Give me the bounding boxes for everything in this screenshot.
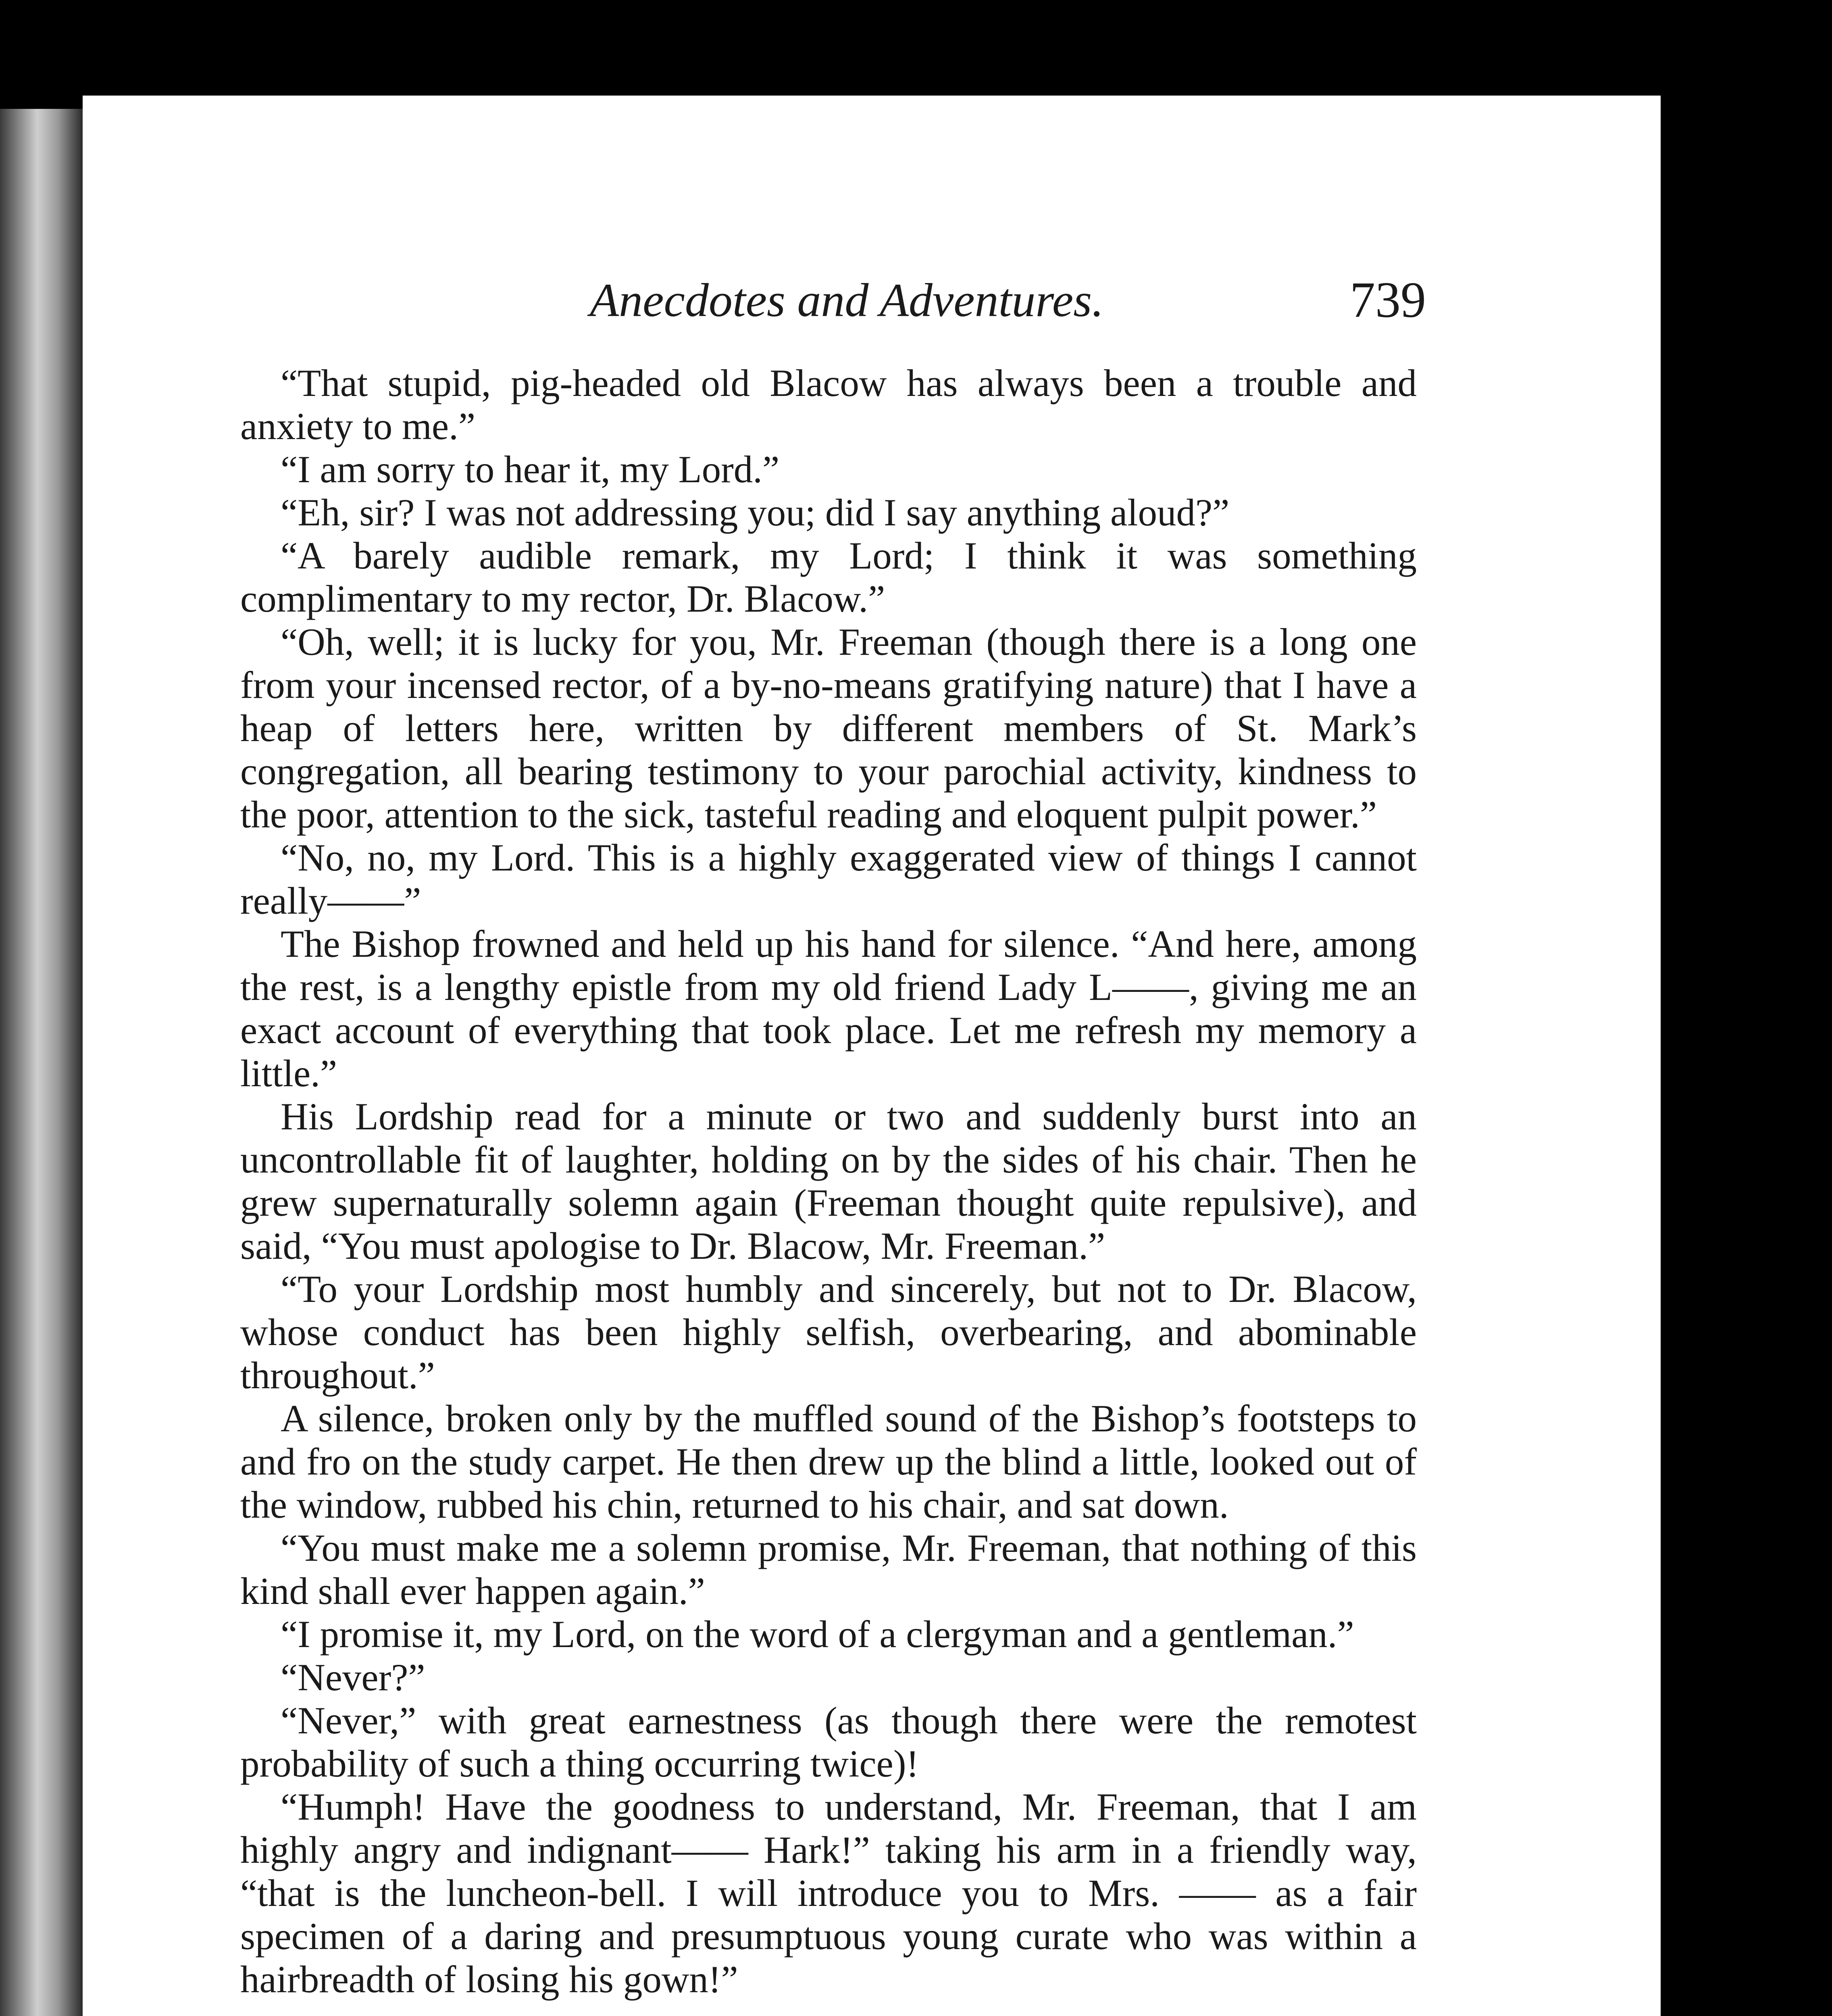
paragraph: A silence, broken only by the muffled sound of the Bishop’s footsteps to and fro on the study carpet. He then drew up the blind a little, looked out of the window, rubbed his chin, returned to his chair, and sat down.	[240, 1397, 1417, 1526]
page-number: 739	[1350, 272, 1426, 328]
paragraph: His Lordship read for a minute or two and suddenly burst into an uncontrollable fit of laughter, holding on by the sides of his chair. Then he grew supernaturally solemn again (Freeman thought quite repulsive), and said, “You must apologise to Dr. Blacow, Mr. Freeman.”	[240, 1095, 1417, 1267]
paragraph: “Eh, sir? I was not addressing you; did I say anything aloud?”	[281, 491, 1230, 534]
body-text	[240, 362, 1417, 2001]
page-header	[83, 273, 1661, 337]
paragraph: “Never,” with great earnestness (as though there were the remotest probability of such a thing occurring twice)!	[240, 1699, 1417, 1785]
paragraph: “Humph! Have the goodness to understand, Mr. Freeman, that I am highly angry and indignant—— Hark!” taking his arm in a friendly way, “that is the luncheon-bell. I will introduce you to Mrs. —— as a fair specimen of a daring and presumptuous young curate who was within a hairbreadth of losing his gown!”	[240, 1785, 1417, 2001]
paragraph: “To your Lordship most humbly and sincerely, but not to Dr. Blacow, whose conduct has been highly selfish, overbearing, and abominable throughout.”	[240, 1268, 1417, 1397]
paragraph: “I am sorry to hear it, my Lord.”	[281, 448, 780, 491]
paragraph: The Bishop frowned and held up his hand for silence. “And here, among the rest, is a lengthy epistle from my old friend Lady L——, giving me an exact account of everything that took place. Let me refresh my memory a little.”	[240, 923, 1417, 1095]
paragraph: “I promise it, my Lord, on the word of a clergyman and a gentleman.”	[281, 1613, 1354, 1656]
running-title: Anecdotes and Adventures.	[590, 274, 1104, 327]
paragraph: “That stupid, pig-headed old Blacow has always been a trouble and anxiety to me.”	[240, 362, 1417, 448]
book-page	[83, 96, 1661, 2016]
book-spine	[0, 109, 83, 2016]
paragraph: “Oh, well; it is lucky for you, Mr. Freeman (though there is a long one from your incensed rector, of a by-no-means gratifying nature) that I have a heap of letters here, written by different members of St. Mark’s congregation, all bearing testimony to your parochial activity, kindness to the poor, attention to the sick, tasteful reading and eloquent pulpit power.”	[240, 621, 1417, 836]
paragraph: “No, no, my Lord. This is a highly exaggerated view of things I cannot really——”	[240, 836, 1417, 922]
paragraph: “A barely audible remark, my Lord; I think it was something complimentary to my rector, Dr. Blacow.”	[240, 534, 1417, 620]
paragraph: “Never?”	[281, 1656, 425, 1699]
paragraph: “You must make me a solemn promise, Mr. Freeman, that nothing of this kind shall ever happen again.”	[240, 1527, 1417, 1612]
